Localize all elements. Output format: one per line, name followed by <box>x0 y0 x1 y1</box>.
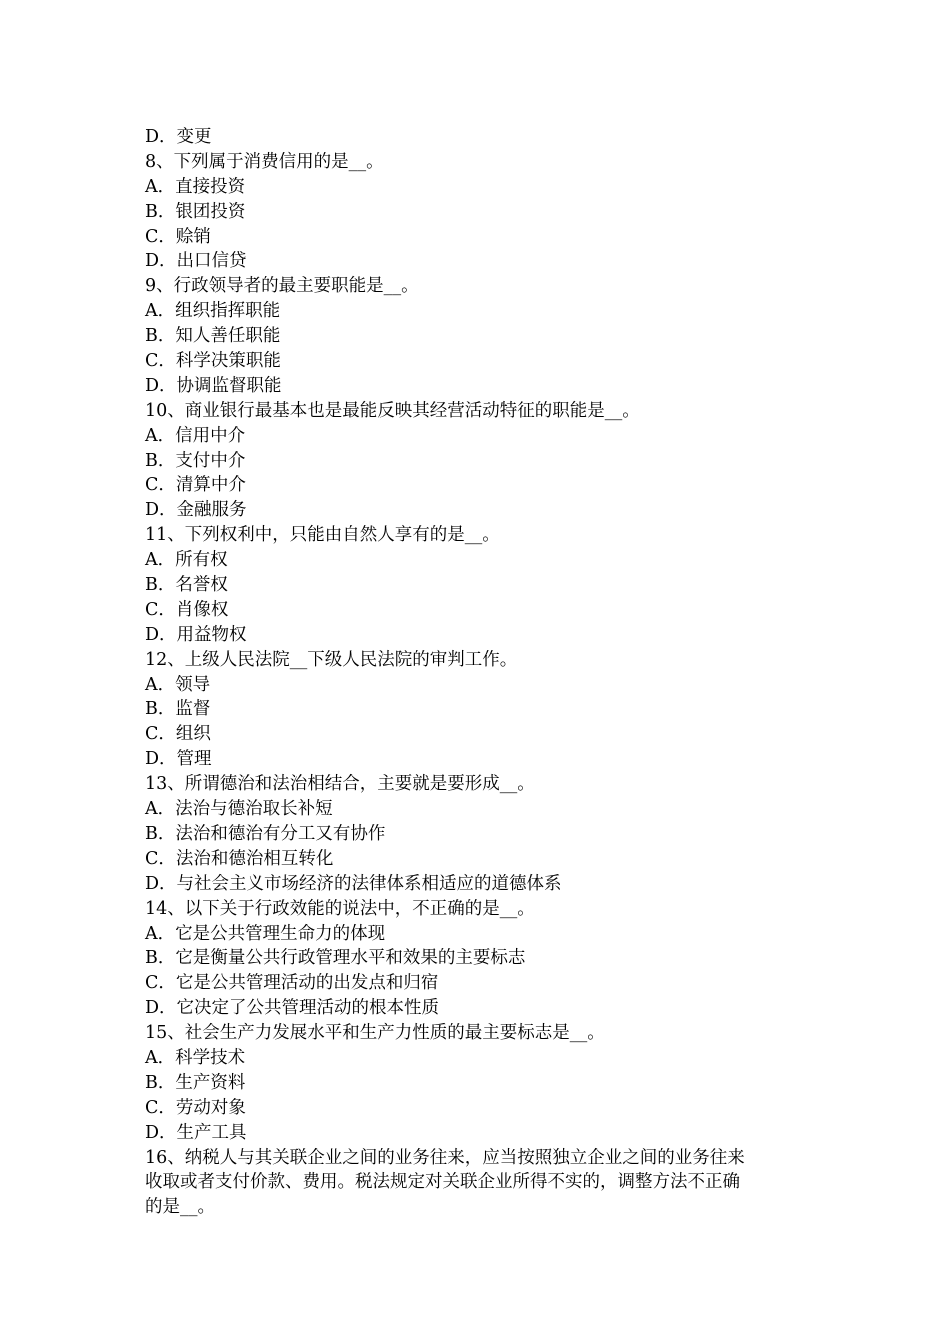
question-16 <box>145 1146 810 1221</box>
answer-option: D．出口信贷 <box>145 251 247 272</box>
answer-option: D．金融服务 <box>145 500 247 521</box>
answer-option: B．法治和德治有分工又有协作 <box>145 823 386 844</box>
answer-option: D．管理 <box>145 749 212 770</box>
answer-option: B．银团投资 <box>145 201 246 222</box>
answer-option: C．法治和德治相互转化 <box>145 848 334 869</box>
answer-option: B．知人善任职能 <box>145 326 281 347</box>
answer-option: A．它是公共管理生命力的体现 <box>145 923 386 944</box>
question-stem: 12、上级人民法院__下级人民法院的审判工作。 <box>145 649 518 670</box>
answer-option: D．协调监督职能 <box>145 375 282 396</box>
answer-option: A．法治与德治取长补短 <box>145 799 333 820</box>
answer-option: A．信用中介 <box>145 425 246 446</box>
question-stem: 10、商业银行最基本也是最能反映其经营活动特征的职能是__。 <box>145 400 640 421</box>
answer-option: A．直接投资 <box>145 176 246 197</box>
answer-option: C．赊销 <box>145 226 211 247</box>
answer-option: B．支付中介 <box>145 450 246 471</box>
question-stem: 15、社会生产力发展水平和生产力性质的最主要标志是__。 <box>145 1023 605 1044</box>
question-stem: 9、行政领导者的最主要职能是__。 <box>145 276 419 297</box>
answer-option: A．组织指挥职能 <box>145 301 281 322</box>
question-16-line-1: 16、纳税人与其关联企业之间的业务往来，应当按照独立企业之间的业务往来 <box>145 1147 745 1168</box>
question-16-line-3: 的是__。 <box>145 1197 215 1218</box>
question-stem: 11、下列权利中，只能由自然人享有的是__。 <box>145 525 500 546</box>
answer-option: C．科学决策职能 <box>145 351 281 372</box>
answer-option: B．名誉权 <box>145 575 228 596</box>
answer-option: C．清算中介 <box>145 475 246 496</box>
question-stem: 8、下列属于消费信用的是__。 <box>145 151 384 172</box>
document-body <box>145 125 810 1220</box>
answer-option: C．劳动对象 <box>145 1097 246 1118</box>
answer-option: C．组织 <box>145 724 211 745</box>
answer-option: A．所有权 <box>145 550 228 571</box>
answer-option: B．监督 <box>145 699 211 720</box>
question-16-line-2: 收取或者支付价款、费用。税法规定对关联企业所得不实的，调整方法不正确 <box>145 1172 740 1193</box>
answer-option: C．肖像权 <box>145 599 229 620</box>
answer-option: D．用益物权 <box>145 624 247 645</box>
answer-option: D．生产工具 <box>145 1122 247 1143</box>
answer-option: C．它是公共管理活动的出发点和归宿 <box>145 973 439 994</box>
question-stem: 14、以下关于行政效能的说法中，不正确的是__。 <box>145 898 535 919</box>
answer-option: B．它是衡量公共行政管理水平和效果的主要标志 <box>145 948 526 969</box>
answer-option: A．领导 <box>145 674 211 695</box>
answer-option: B．生产资料 <box>145 1072 246 1093</box>
answer-option: D．变更 <box>145 127 212 147</box>
answer-option: D．它决定了公共管理活动的根本性质 <box>145 998 440 1019</box>
question-stem: 13、所谓德治和法治相结合，主要就是要形成__。 <box>145 774 535 795</box>
answer-option: A．科学技术 <box>145 1047 246 1068</box>
answer-option: D．与社会主义市场经济的法律体系相适应的道德体系 <box>145 873 562 894</box>
